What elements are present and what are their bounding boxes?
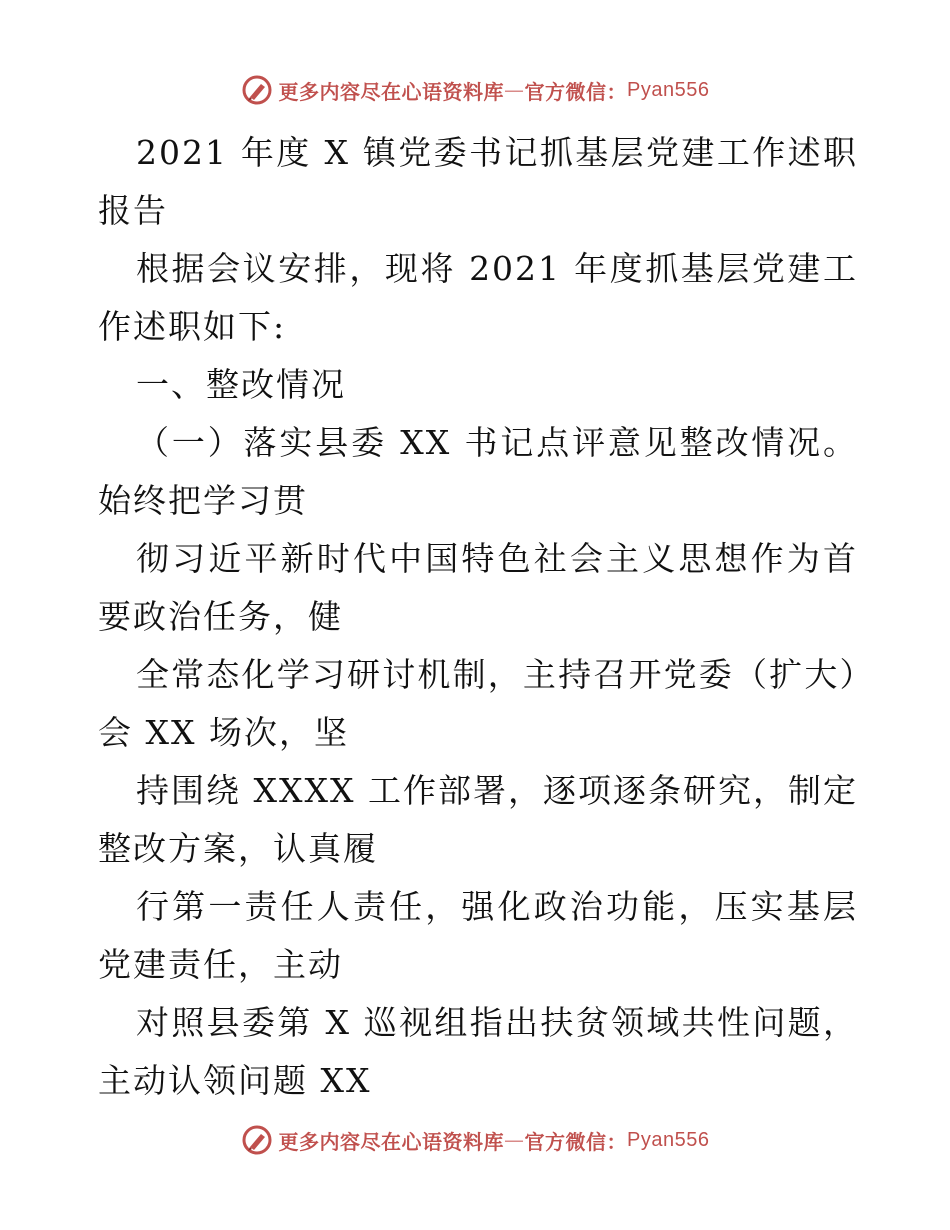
- banner-wechat-id: Pyan556: [627, 1128, 710, 1151]
- document-title: 2021 年度 X 镇党委书记抓基层党建工作述职报告: [98, 133, 858, 230]
- banner-separator: —: [504, 1128, 525, 1152]
- header-watermark-banner: [0, 70, 950, 110]
- banner-label-text: 官方微信：: [524, 79, 628, 104]
- banner-separator: —: [504, 78, 525, 102]
- paragraph: 行第一责任人责任，强化政治功能，压实基层党建责任，主动: [98, 887, 858, 984]
- pen-logo-icon: [241, 1124, 273, 1156]
- paragraph: 彻习近平新时代中国特色社会主义思想作为首要政治任务，健: [98, 539, 858, 636]
- document-body: [98, 124, 858, 1110]
- banner-wechat-id: Pyan556: [627, 78, 710, 101]
- banner-main-text: 更多内容尽在心语资料库: [278, 79, 505, 104]
- paragraph: 持围绕 XXXX 工作部署，逐项逐条研究，制定整改方案，认真履: [98, 771, 858, 868]
- paragraph: （一）落实县委 XX 书记点评意见整改情况。始终把学习贯: [98, 423, 858, 520]
- paragraph: 根据会议安排，现将 2021 年度抓基层党建工作述职如下:: [98, 249, 858, 346]
- banner-label-text: 官方微信：: [524, 1129, 628, 1154]
- paragraph: 对照县委第 X 巡视组指出扶贫领域共性问题，主动认领问题 XX: [98, 1003, 858, 1100]
- paragraph: 全常态化学习研讨机制，主持召开党委（扩大）会 XX 场次，坚: [98, 655, 858, 752]
- pen-logo-icon: [241, 74, 273, 106]
- section-heading: 一、整改情况: [136, 365, 346, 404]
- footer-watermark-banner: [0, 1120, 950, 1160]
- banner-main-text: 更多内容尽在心语资料库: [278, 1129, 505, 1154]
